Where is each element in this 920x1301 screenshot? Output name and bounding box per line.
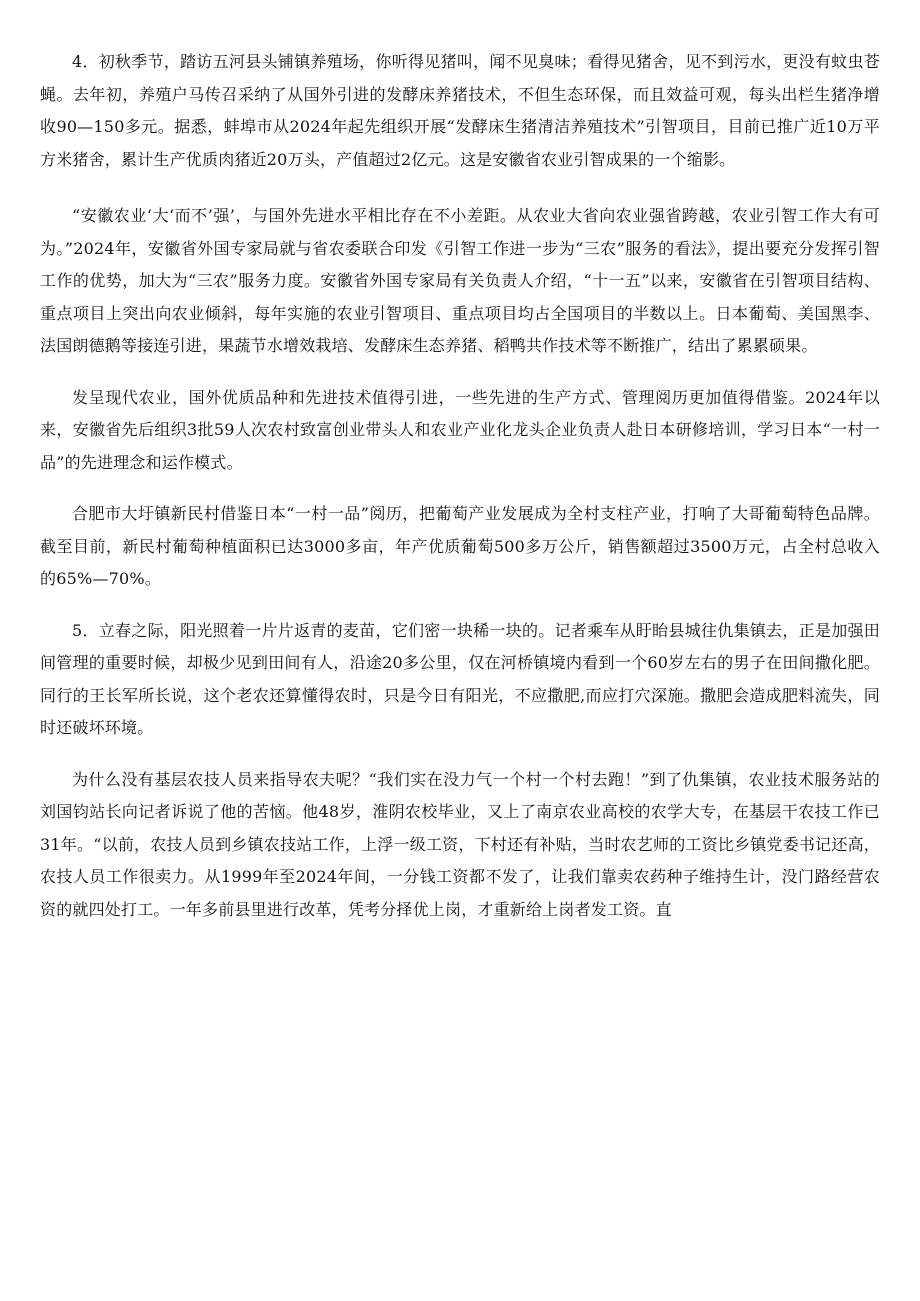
paragraph-5: 5．立春之际，阳光照着一片片返青的麦苗，它们密一块稀一块的。记者乘车从盱眙县城往仇集镇去，正是加强田间管理的重要时候，却极少见到田间有人，沿途20多公里，仅在河桥镇境内看到一个60岁左右的男子在田间撒化肥。同行的王长军所长说，这个老农还算懂得农时，只是今日有阳光，不应撒肥,而应打穴深施。撒肥会造成肥料流失，同时还破坏环境。 (40, 620, 880, 737)
paragraph-6: 为什么没有基层农技人员来指导农夫呢？“我们实在没力气一个村一个村去跑！”到了仇集镇，农业技术服务站的刘国钧站长向记者诉说了他的苦恼。他48岁，淮阴农校毕业，又上了南京农业高校的农学大专，在基层干农技工作已31年。“以前，农技人员到乡镇农技站工作，上浮一级工资，下村还有补贴，当时农艺师的工资比乡镇党委书记还高，农技人员工作很卖力。从1999年至2024年间，一分钱工资都不发了，让我们靠卖农药种子维持生计，没门路经营农资的就四处打工。一年多前县里进行改革，凭考分择优上岗，才重新给上岗者发工资。直 (40, 769, 880, 919)
paragraph-2: “安徽农业‘大‘而不’强’，与国外先进水平相比存在不小差距。从农业大省向农业强省跨越，农业引智工作大有可为。”2024年，安徽省外国专家局就与省农委联合印发《引智工作进一步为“三农”服务的看法》，提出要充分发挥引智工作的优势，加大为“三农”服务力度。安徽省外国专家局有关负责人介绍，“十一五”以来，安徽省在引智项目结构、重点项目上突出向农业倾斜，每年实施的农业引智项目、重点项目均占全国项目的半数以上。日本葡萄、美国黑李、法国朗德鹅等接连引进，果蔬节水增效栽培、发酵床生态养猪、稻鸭共作技术等不断推广，结出了累累硕果。 (40, 206, 880, 355)
paragraph-4: 合肥市大圩镇新民村借鉴日本“一村一品”阅历，把葡萄产业发展成为全村支柱产业，打响了大哥葡萄特色品牌。截至目前，新民村葡萄种植面积已达3000多亩，年产优质葡萄500多万公斤，销售额超过3500万元，占全村总收入的65%—70%。 (40, 504, 880, 588)
paragraph-3: 发呈现代农业，国外优质品种和先进技术值得引进，一些先进的生产方式、管理阅历更加值得借鉴。2024年以来，安徽省先后组织3批59人次农村致富创业带头人和农业产业化龙头企业负责人赴日本研修培训，学习日本“一村一品”的先进理念和运作模式。 (40, 387, 880, 472)
paragraph-1: 4．初秋季节，踏访五河县头铺镇养殖场，你听得见猪叫，闻不见臭味；看得见猪舍，见不到污水，更没有蚊虫苍蝇。去年初，养殖户马传召采纳了从国外引进的发酵床养猪技术，不但生态环保，而且效益可观，每头出栏生猪净增收90—150多元。据悉，蚌埠市从2024年起先组织开展“发酵床生猪清洁养殖技术”引智项目，目前已推广近10万平方米猪舍，累计生产优质肉猪近20万头，产值超过2亿元。这是安徽省农业引智成果的一个缩影。 (40, 52, 880, 169)
